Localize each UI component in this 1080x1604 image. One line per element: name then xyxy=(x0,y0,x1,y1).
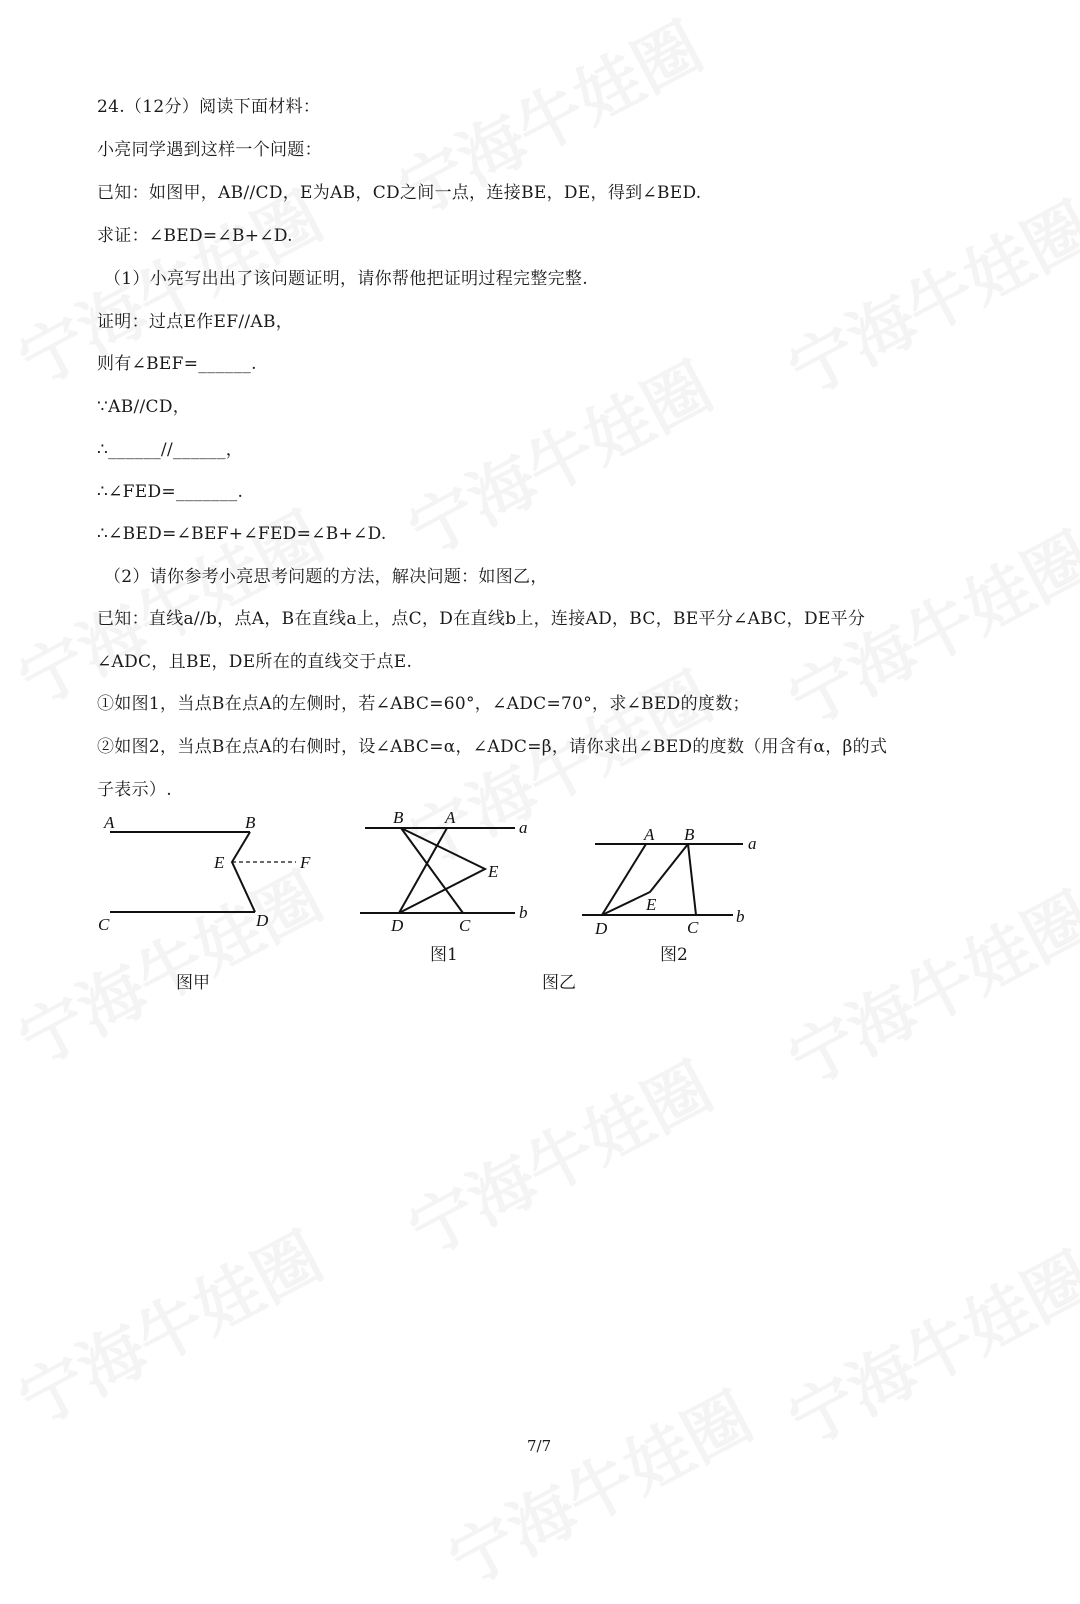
watermark xyxy=(0,485,336,724)
proof-step-3: ∵AB//CD， xyxy=(97,397,191,417)
label-F: F xyxy=(300,853,311,872)
label-C: C xyxy=(98,915,110,934)
problem-intro: 小亮同学遇到这样一个问题： xyxy=(97,140,322,160)
label-A: A xyxy=(644,825,655,844)
figure-2 xyxy=(580,820,770,940)
figure-jia xyxy=(90,808,330,938)
question-title: 24.（12分）阅读下面材料： xyxy=(97,97,321,117)
part2-given-1: 已知：直线a//b，点A，B在直线a上，点C，D在直线b上，连接AD，BC，BE平分∠ABC，DE平分 xyxy=(97,609,866,629)
label-b: b xyxy=(519,903,528,922)
label-D: D xyxy=(595,919,608,938)
label-E: E xyxy=(646,895,657,914)
watermark xyxy=(390,1035,726,1274)
proof-step-5: ∴∠FED=_______. xyxy=(97,482,244,502)
label-C: C xyxy=(687,918,699,937)
part2-question-2: ②如图2，当点B在点A的右侧时，设∠ABC=α，∠ADC=β，请你求出∠BED的度数（用含有α，β的式 xyxy=(97,737,888,757)
watermark xyxy=(770,1225,1080,1464)
page-number: 7/7 xyxy=(527,1437,552,1455)
watermark xyxy=(770,865,1080,1104)
watermark xyxy=(430,1365,766,1604)
part2-instruction: （2）请你参考小亮思考问题的方法，解决问题：如图乙， xyxy=(104,567,548,587)
label-B: B xyxy=(393,808,404,827)
caption-figure-2: 图2 xyxy=(660,945,688,965)
given-statement: 已知：如图甲，AB//CD，E为AB，CD之间一点，连接BE，DE，得到∠BED. xyxy=(97,183,702,203)
figure-1 xyxy=(355,803,545,943)
proof-step-4: ∴______//______， xyxy=(97,440,244,460)
part1-instruction: （1）小亮写出出了该问题证明，请你帮他把证明过程完整完整. xyxy=(104,269,588,289)
label-B: B xyxy=(684,825,695,844)
caption-figure-1: 图1 xyxy=(430,945,458,965)
label-A: A xyxy=(104,813,115,832)
label-a: a xyxy=(748,834,757,853)
prove-statement: 求证：∠BED=∠B+∠D. xyxy=(97,226,293,246)
watermark xyxy=(390,335,726,574)
label-b: b xyxy=(736,907,745,926)
part2-question-1: ①如图1，当点B在点A的左侧时，若∠ABC=60°，∠ADC=70°，求∠BED的度数； xyxy=(97,694,750,714)
watermark xyxy=(0,1205,336,1444)
label-A: A xyxy=(445,808,456,827)
label-E: E xyxy=(214,853,225,872)
caption-figure-jia: 图甲 xyxy=(176,973,210,993)
label-D: D xyxy=(256,911,269,930)
label-C: C xyxy=(459,916,471,935)
label-D: D xyxy=(391,916,404,935)
label-B: B xyxy=(245,813,256,832)
proof-step-2: 则有∠BEF=______. xyxy=(97,354,257,374)
proof-step-6: ∴∠BED=∠BEF+∠FED=∠B+∠D. xyxy=(97,524,387,544)
part2-question-2-cont: 子表示）. xyxy=(97,780,172,800)
watermark xyxy=(770,175,1080,414)
caption-figure-yi: 图乙 xyxy=(542,973,576,993)
proof-step-1: 证明：过点E作EF//AB， xyxy=(97,312,294,332)
label-a: a xyxy=(519,818,528,837)
label-E: E xyxy=(488,862,499,881)
part2-given-2: ∠ADC，且BE，DE所在的直线交于点E. xyxy=(97,652,413,672)
